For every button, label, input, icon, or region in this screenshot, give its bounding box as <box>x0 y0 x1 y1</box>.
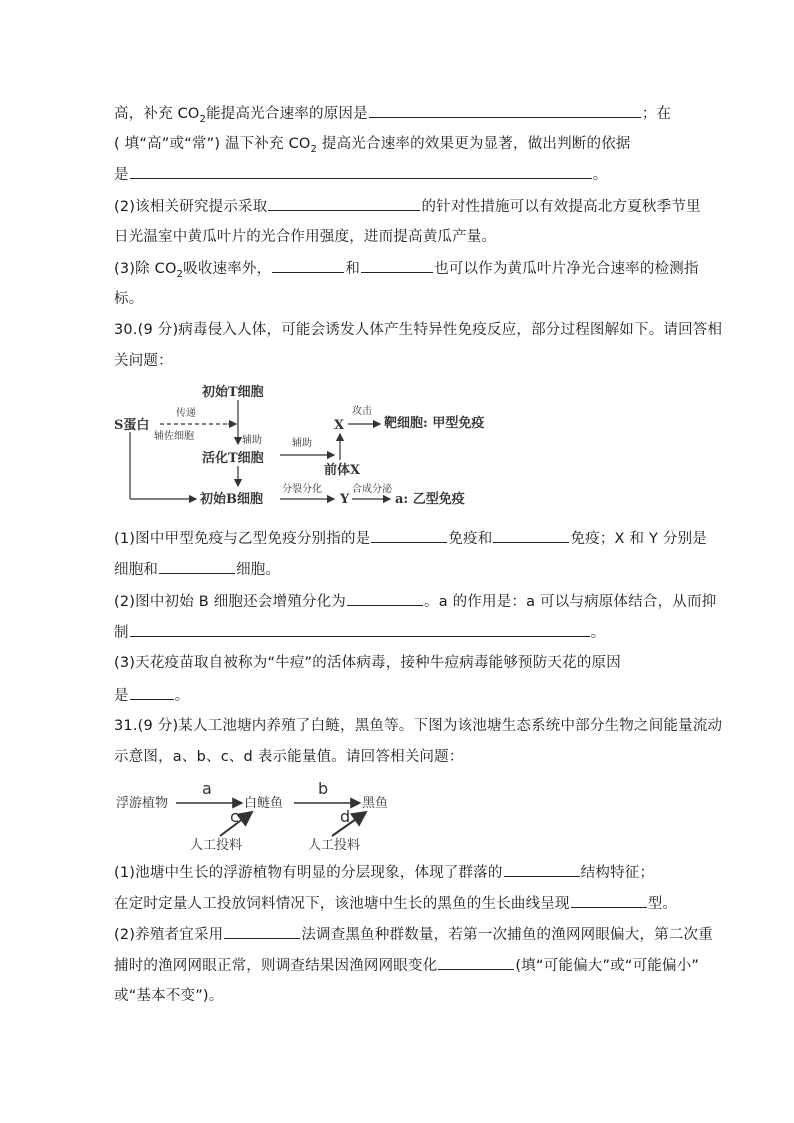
answer-blank[interactable] <box>571 893 647 908</box>
answer-blank[interactable] <box>130 164 592 179</box>
text-line-21 <box>114 955 699 976</box>
text: 型。 <box>647 896 678 912</box>
text: 制 <box>114 625 129 641</box>
energy-c-label: c <box>230 807 239 826</box>
energy-a-label: a <box>202 779 212 798</box>
transmit-label: 传递 <box>176 408 196 419</box>
assist-cell-label: 辅佐细胞 <box>154 431 194 442</box>
s-protein-label: S蛋白 <box>114 418 150 433</box>
text: 能提高光合速率的原因是 <box>206 106 368 122</box>
text-line-5 <box>114 227 496 247</box>
text-line-9 <box>114 351 173 371</box>
text-line-11 <box>114 559 280 580</box>
a-result-label: a: 乙型免疫 <box>395 492 465 507</box>
text-line-2 <box>114 134 631 154</box>
y-label: Y <box>340 492 350 507</box>
text-line-18 <box>114 862 654 883</box>
text: 也可以作为黄瓜叶片净光合速率的检测指 <box>434 261 699 277</box>
text: 细胞和 <box>114 562 159 578</box>
text: 或“基本不变”)。 <box>114 988 224 1004</box>
subscript: 2 <box>176 268 184 280</box>
answer-blank[interactable] <box>268 196 420 211</box>
subscript: 2 <box>310 143 318 155</box>
naive-b-label: 初始B细胞 <box>200 492 263 507</box>
text: (3)天花疫苗取自被称为“牛痘”的活体病毒，接种牛痘病毒能够预防天花的原因 <box>114 655 621 671</box>
text: (2)图中初始 B 细胞还会增殖分化为 <box>114 594 347 610</box>
text-line-17 <box>114 747 464 767</box>
attack-label: 攻击 <box>352 406 372 417</box>
text-line-7 <box>114 289 143 309</box>
text: 细胞。 <box>236 562 281 578</box>
answer-blank[interactable] <box>361 258 433 273</box>
text: 。 <box>590 625 606 641</box>
feed-label-1: 人工投料 <box>190 838 243 853</box>
naive-t-label: 初始T细胞 <box>202 385 264 400</box>
text: (填“可能偏大”或“可能偏小” <box>515 958 700 974</box>
answer-blank[interactable] <box>493 528 569 543</box>
answer-blank[interactable] <box>224 924 300 939</box>
text-line-19 <box>114 893 677 914</box>
text: 吸收速率外， <box>183 261 272 277</box>
feed-label-2: 人工投料 <box>308 838 361 853</box>
question-31-heading <box>114 716 722 736</box>
text: 标。 <box>114 291 144 307</box>
text: 结构特征； <box>580 865 655 881</box>
answer-blank[interactable] <box>130 622 590 637</box>
text: ；在 <box>641 106 672 122</box>
text: (3)除 CO <box>114 261 177 277</box>
active-t-label: 活化T细胞 <box>202 451 264 466</box>
text: 是 <box>114 167 129 183</box>
subscript: 2 <box>199 113 207 125</box>
precursor-x-label: 前体X <box>324 463 361 478</box>
text-line-6 <box>114 258 699 279</box>
text-line-20 <box>114 924 713 945</box>
help-label-2: 辅助 <box>292 438 312 449</box>
text: 是 <box>114 688 129 704</box>
text: 。 <box>592 167 608 183</box>
answer-blank[interactable] <box>272 258 344 273</box>
text: 30.(9 分)病毒侵入人体，可能会诱发人体产生特异性免疫反应，部分过程图解如下。请回答相 <box>114 322 723 338</box>
plankton-label: 浮游植物 <box>116 796 169 811</box>
energy-b-label: b <box>318 779 329 798</box>
text: 。 <box>174 688 190 704</box>
answer-blank[interactable] <box>347 591 423 606</box>
answer-blank[interactable] <box>371 528 447 543</box>
silver-carp-label: 白鲢鱼 <box>244 796 284 811</box>
answer-blank[interactable] <box>159 559 235 574</box>
text: 高，补充 CO <box>114 106 200 122</box>
text: 。a 的作用是：a 可以与病原体结合，从而抑 <box>424 594 717 610</box>
text-line-10 <box>114 528 707 549</box>
text-line-14 <box>114 653 621 673</box>
text: 免疫；X 和 Y 分别是 <box>570 531 707 547</box>
text-line-22 <box>114 986 223 1006</box>
text: 关问题： <box>114 353 173 369</box>
snakehead-label: 黑鱼 <box>362 796 389 811</box>
question-30-heading <box>114 320 722 340</box>
text: 和 <box>345 261 361 277</box>
text-line-13 <box>114 622 605 643</box>
text: 示意图，a、b、c、d 表示能量值。请回答相关问题： <box>114 749 464 765</box>
text: ( 填“高”或“常”) 温下补充 CO <box>114 136 311 152</box>
text-line-3 <box>114 164 607 185</box>
text: 免疫和 <box>448 531 493 547</box>
proliferate-label: 分裂分化 <box>282 484 322 495</box>
text: 31.(9 分)某人工池塘内养殖了白鲢，黑鱼等。下图为该池塘生态系统中部分生物之间能量流动 <box>114 718 723 734</box>
answer-blank[interactable] <box>438 955 514 970</box>
answer-blank[interactable] <box>504 862 580 877</box>
text-line-15 <box>114 685 189 706</box>
text-line-1 <box>114 103 671 124</box>
text: (2)养殖者宜采用 <box>114 927 224 943</box>
text: (2)该相关研究提示采取 <box>114 199 268 215</box>
x-label: X <box>334 418 345 433</box>
energy-d-label: d <box>340 807 351 826</box>
text: 捕时的渔网网眼正常，则调查结果因渔网网眼变化 <box>114 958 438 974</box>
target-cell-label: 靶细胞: 甲型免疫 <box>384 416 485 431</box>
text: 提高光合速率的效果更为显著，做出判断的依据 <box>317 136 631 152</box>
text-line-12 <box>114 591 716 612</box>
immune-response-diagram <box>112 382 522 512</box>
synthesize-label: 合成分泌 <box>352 484 392 495</box>
text: 日光温室中黄瓜叶片的光合作用强度，进而提高黄瓜产量。 <box>114 229 497 245</box>
answer-blank[interactable] <box>369 103 641 118</box>
text: (1)池塘中生长的浮游植物有明显的分层现象，体现了群落的 <box>114 865 503 881</box>
help-label-1: 辅助 <box>242 435 262 446</box>
text: (1)图中甲型免疫与乙型免疫分别指的是 <box>114 531 371 547</box>
text: 法调查黑鱼种群数量，若第一次捕鱼的渔网网眼偏大，第二次重 <box>301 927 713 943</box>
text: 的针对性措施可以有效提高北方夏秋季节里 <box>421 199 701 215</box>
text: 在定时定量人工投放饲料情况下，该池塘中生长的黑鱼的生长曲线呈现 <box>114 896 570 912</box>
answer-blank[interactable] <box>130 685 174 700</box>
text-line-4 <box>114 196 701 217</box>
energy-flow-diagram <box>112 776 412 854</box>
